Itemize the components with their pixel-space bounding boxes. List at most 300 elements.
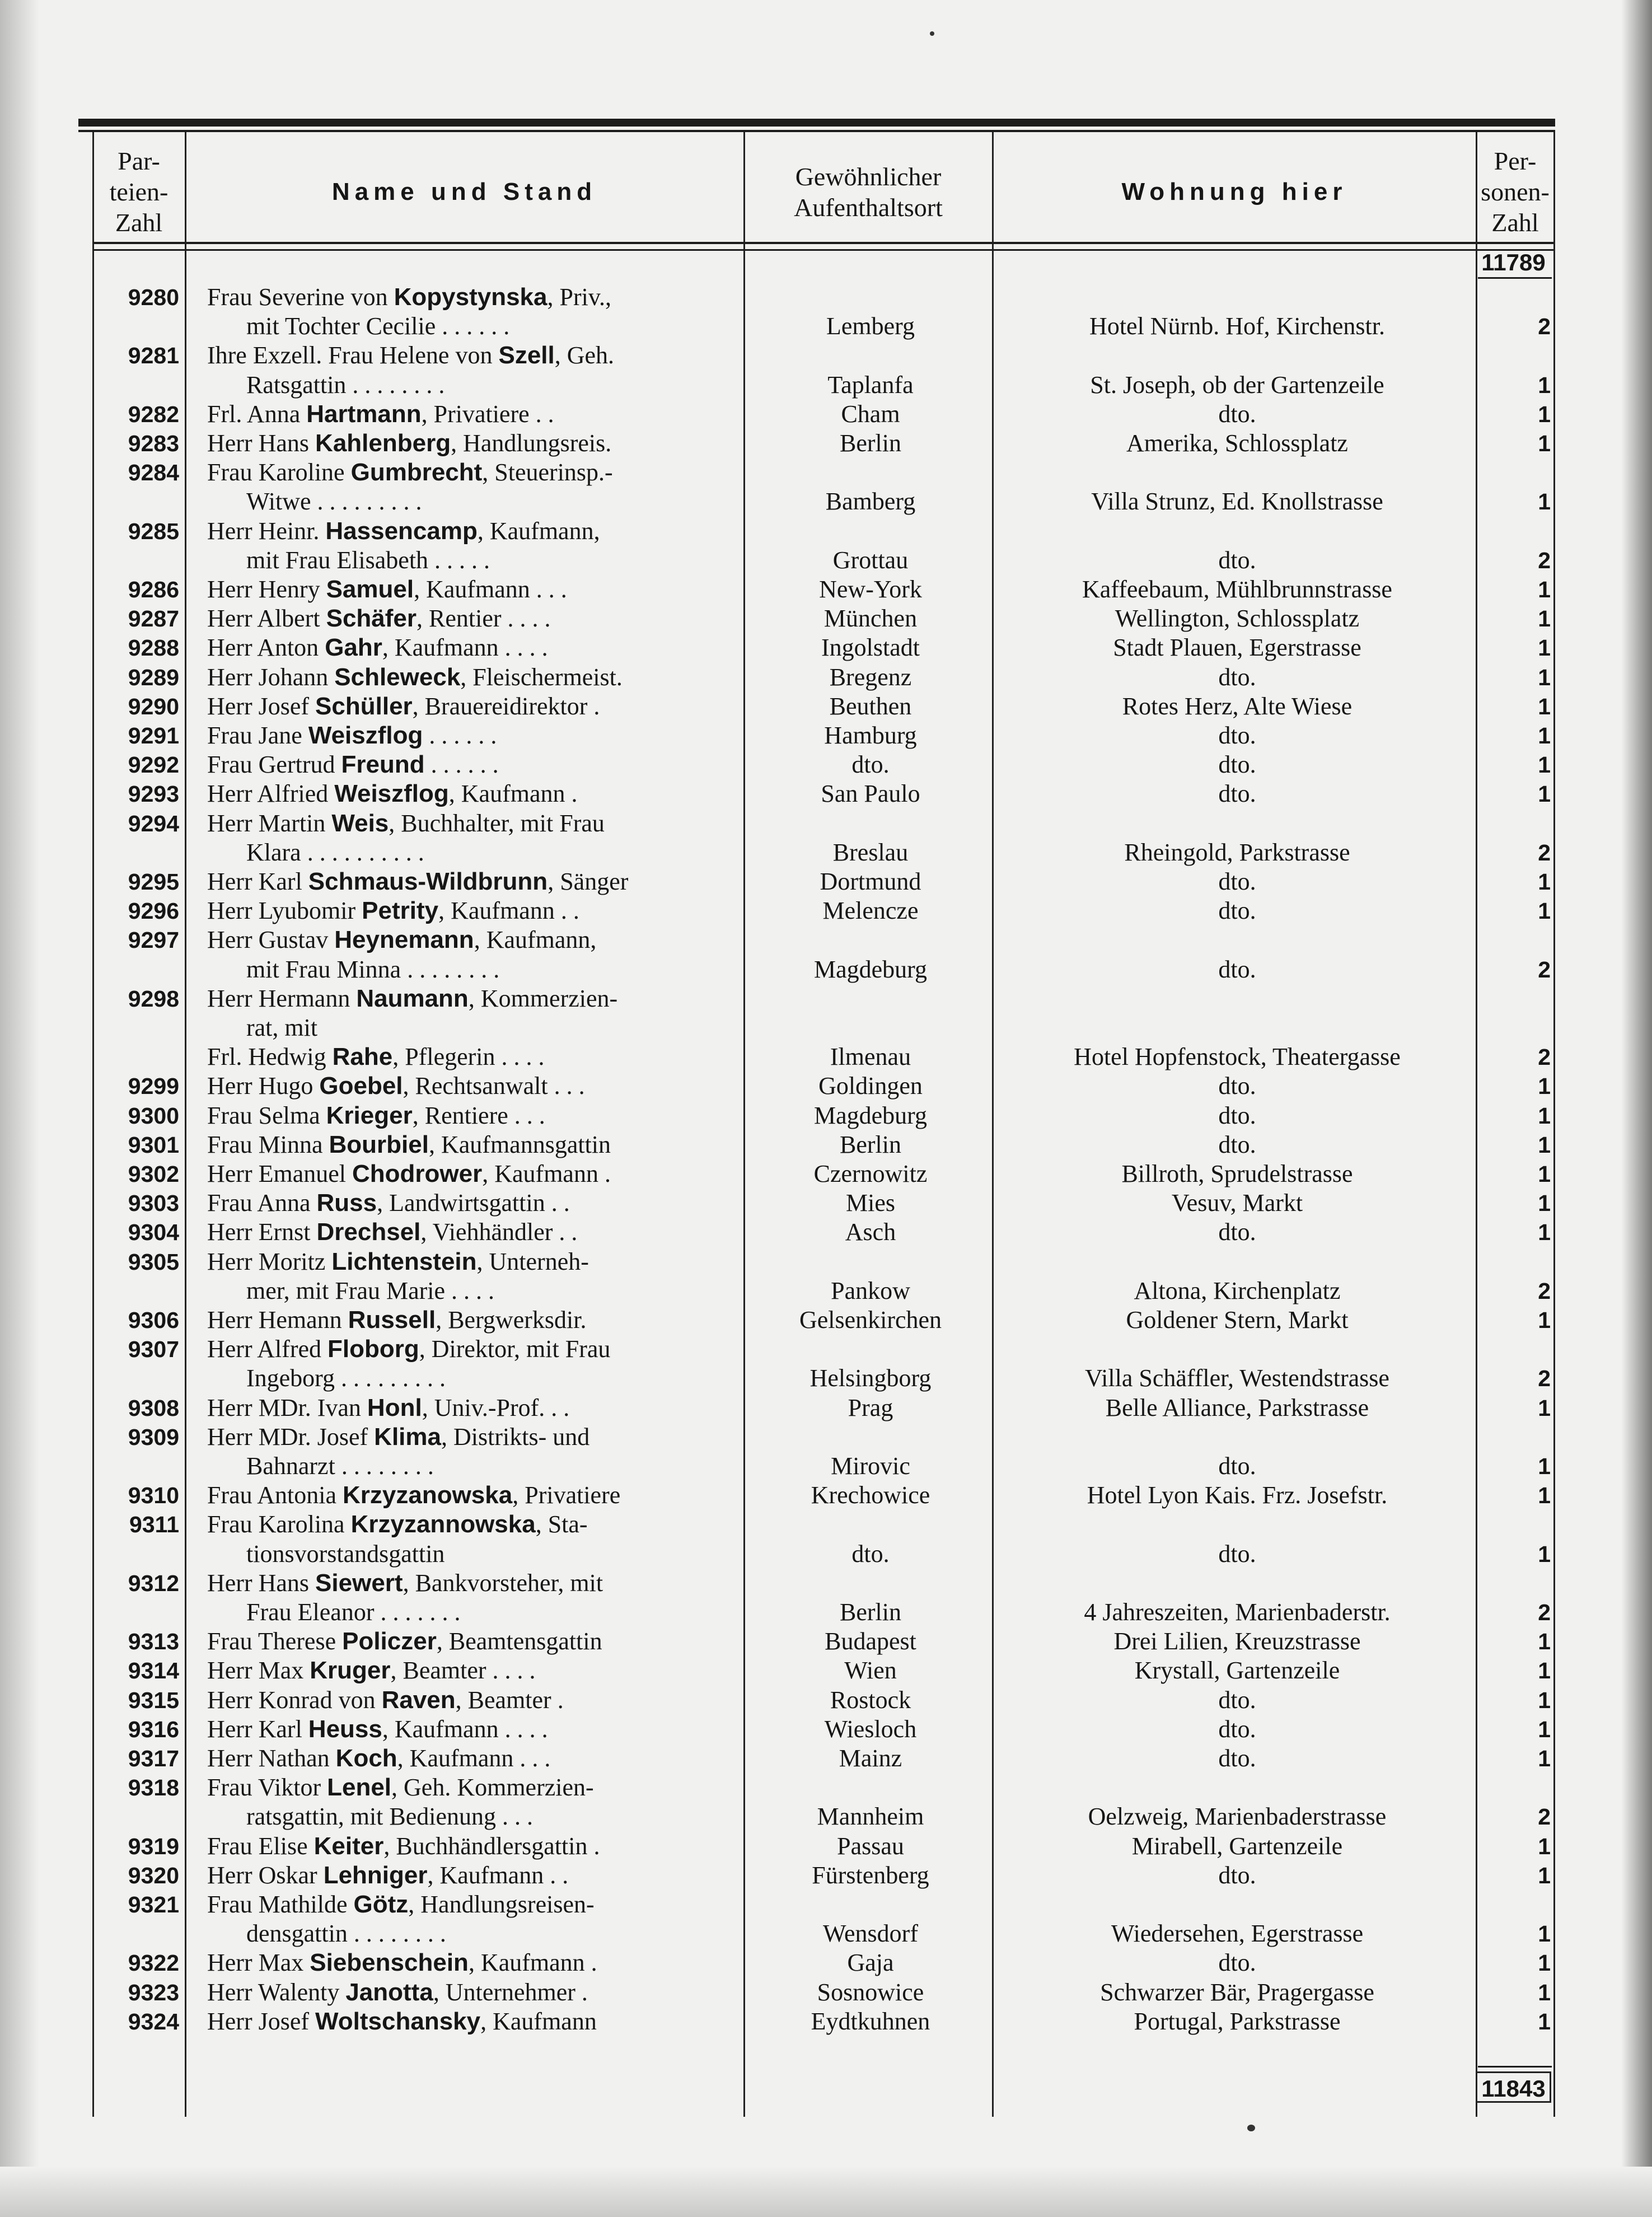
name-continuation: Witwe . . . . . . . . . <box>246 488 422 516</box>
table-row <box>0 1890 1652 1919</box>
table-row <box>0 1101 1652 1130</box>
name-and-status <box>207 984 739 1013</box>
companion-suffix: , Pflegerin . . . . <box>392 1043 545 1071</box>
usual-residence: San Paulo <box>821 780 920 808</box>
name-suffix: , Kaufmannsgattin <box>428 1130 611 1158</box>
party-number: 9281 <box>128 343 179 369</box>
name-and-status <box>207 1832 739 1861</box>
local-address: Altona, Kirchenplatz <box>1134 1276 1341 1304</box>
party-number: 9315 <box>128 1687 179 1713</box>
name-suffix: , Kaufmann, <box>474 926 597 954</box>
persons-count: 1 <box>1538 1161 1551 1187</box>
surname: Schleweck <box>334 663 461 691</box>
name-suffix: , Buchhalter, mit Frau <box>389 809 605 837</box>
local-address: dto. <box>1218 780 1256 808</box>
table-row <box>0 1832 1652 1861</box>
party-number: 9321 <box>128 1892 179 1917</box>
usual-residence: Gaja <box>847 1949 894 1977</box>
party-number: 9290 <box>128 693 179 719</box>
table-row <box>0 1393 1652 1423</box>
name-and-status <box>207 809 739 838</box>
local-address: dto. <box>1218 1744 1256 1772</box>
surname: Schmaus-Wildbrunn <box>308 868 548 895</box>
companion-prefix: Frl. Hedwig <box>207 1043 333 1071</box>
local-address: dto. <box>1218 1130 1256 1158</box>
surname: Weis <box>331 809 389 837</box>
name-prefix: Herr Martin <box>207 809 332 837</box>
party-number: 9295 <box>128 869 179 895</box>
header-party-number <box>94 143 184 241</box>
usual-residence: Gelsenkirchen <box>799 1306 942 1334</box>
name-and-status <box>207 1130 739 1159</box>
name-prefix: Frau Karolina <box>207 1510 351 1538</box>
party-number: 9307 <box>128 1336 179 1363</box>
name-prefix: Frau Antonia <box>207 1481 343 1509</box>
table-row <box>0 809 1652 838</box>
name-continuation: mit Tochter Cecilie . . . . . . <box>246 312 510 340</box>
name-suffix: , Kommerzien- <box>468 984 618 1012</box>
persons-count: 1 <box>1538 664 1551 690</box>
persons-count: 1 <box>1538 577 1551 602</box>
table-row <box>0 1159 1652 1189</box>
table-row <box>0 1218 1652 1247</box>
usual-residence: Sosnowice <box>817 1978 924 2006</box>
name-prefix: Herr Henry <box>207 576 326 603</box>
name-continuation: Ratsgattin . . . . . . . . <box>246 371 445 399</box>
name-prefix: Herr Anton <box>207 634 325 662</box>
name-and-status <box>207 1247 739 1276</box>
persons-count: 1 <box>1538 1716 1551 1742</box>
persons-count: 2 <box>1538 1044 1551 1070</box>
usual-residence: Helsingborg <box>809 1364 932 1392</box>
table-row <box>0 1306 1652 1335</box>
name-suffix: , Kaufmann . . . . <box>382 634 548 662</box>
party-number: 9324 <box>128 2008 179 2034</box>
table-row <box>0 1978 1652 2007</box>
persons-count: 2 <box>1538 314 1551 340</box>
carried-forward-underline <box>1478 277 1552 279</box>
name-prefix: Herr Moritz <box>207 1247 332 1275</box>
local-address: Rheingold, Parkstrasse <box>1124 838 1350 866</box>
name-prefix: Herr Albert <box>207 605 326 633</box>
surname: Samuel <box>326 576 414 603</box>
party-number: 9322 <box>128 1950 179 1976</box>
party-number: 9298 <box>128 985 179 1012</box>
surname: Woltschansky <box>315 2007 481 2035</box>
ink-speck <box>1247 2125 1255 2131</box>
name-and-status <box>207 779 739 808</box>
name-suffix: , Sänger <box>547 868 629 895</box>
name-and-status <box>207 1773 739 1802</box>
surname: Klima <box>374 1423 441 1451</box>
name-suffix: , Steuerinsp.- <box>482 459 613 487</box>
table-row-continuation <box>0 1919 1652 1948</box>
name-and-status <box>207 1159 739 1189</box>
name-prefix: Herr Emanuel <box>207 1160 352 1187</box>
local-address: Wiedersehen, Egerstrasse <box>1111 1920 1364 1948</box>
usual-residence: dto. <box>851 1540 890 1568</box>
local-address: Oelzweig, Marienbaderstrasse <box>1088 1803 1387 1831</box>
table-row <box>0 779 1652 808</box>
usual-residence: Ingolstadt <box>821 634 920 662</box>
usual-residence: Passau <box>837 1832 904 1860</box>
surname: Gahr <box>325 634 382 662</box>
usual-residence: Berlin <box>840 429 901 457</box>
name-and-status <box>207 1861 739 1890</box>
persons-count: 1 <box>1538 1190 1551 1217</box>
party-number: 9293 <box>128 781 179 807</box>
name-suffix: , Bankvorsteher, mit <box>403 1569 603 1597</box>
party-number: 9283 <box>128 431 179 456</box>
local-address: Hotel Hopfenstock, Theatergasse <box>1074 1043 1401 1071</box>
surname: Heuss <box>308 1715 382 1743</box>
header-persons-line1: Per- <box>1494 147 1537 175</box>
surname: Hartmann <box>306 400 422 428</box>
persons-count: 1 <box>1538 606 1551 632</box>
party-number: 9317 <box>128 1746 179 1771</box>
local-address: Krystall, Gartenzeile <box>1134 1657 1340 1685</box>
table-row <box>0 692 1652 721</box>
surname: Petrity <box>362 897 439 925</box>
name-prefix: Frau Selma <box>207 1101 326 1129</box>
persons-count: 2 <box>1538 956 1551 983</box>
local-address: Wellington, Schlossplatz <box>1115 605 1360 633</box>
name-suffix: , Univ.-Prof. . . <box>422 1393 570 1421</box>
table-row <box>0 517 1652 546</box>
table-row-continuation <box>0 1013 1652 1042</box>
header-persons-line3: Zahl <box>1491 208 1539 237</box>
name-continuation: mit Frau Elisabeth . . . . . <box>246 546 490 574</box>
persons-count: 2 <box>1538 839 1551 866</box>
usual-residence: Hamburg <box>824 722 917 749</box>
name-continuation: Bahnarzt . . . . . . . . <box>246 1452 434 1480</box>
name-prefix: Herr Hans <box>207 1569 316 1597</box>
party-number: 9320 <box>128 1862 179 1888</box>
persons-count: 2 <box>1538 1278 1551 1304</box>
usual-residence: Prag <box>848 1393 893 1421</box>
name-prefix: Herr Karl <box>207 868 308 895</box>
name-continuation: mer, mit Frau Marie . . . . <box>246 1276 495 1304</box>
local-address: 4 Jahreszeiten, Marienbaderstr. <box>1084 1598 1391 1626</box>
name-suffix: , Fleischermeist. <box>460 663 623 691</box>
name-and-status <box>207 2007 739 2036</box>
name-prefix: Frau Anna <box>207 1189 317 1217</box>
name-and-status <box>207 1218 739 1247</box>
table-row <box>0 1130 1652 1159</box>
party-number: 9296 <box>128 898 179 924</box>
name-prefix: Herr Hans <box>207 429 316 457</box>
persons-count: 1 <box>1538 1629 1551 1655</box>
usual-residence: Asch <box>845 1218 896 1246</box>
persons-count: 2 <box>1538 547 1551 573</box>
name-continuation: tionsvorstandsgattin <box>246 1540 445 1568</box>
local-address: Kaffeebaum, Mühlbrunnstrasse <box>1082 576 1392 603</box>
name-prefix: Herr Oskar <box>207 1861 324 1889</box>
usual-residence: Magdeburg <box>813 955 928 983</box>
usual-residence: Czernowitz <box>813 1160 928 1187</box>
surname: Weiszflog <box>308 722 423 749</box>
persons-count: 2 <box>1538 1804 1551 1830</box>
name-suffix: . . . . . . <box>424 751 499 779</box>
party-number: 9308 <box>128 1395 179 1421</box>
usual-residence: Mainz <box>839 1744 902 1772</box>
persons-count: 1 <box>1538 401 1551 427</box>
surname: Lichtenstein <box>331 1247 477 1275</box>
table-row <box>0 429 1652 458</box>
name-suffix: , Beamter . . . . <box>390 1657 536 1685</box>
name-and-status <box>207 575 739 604</box>
party-number: 9323 <box>128 1979 179 2005</box>
name-prefix: Frau Therese <box>207 1627 343 1655</box>
table-row <box>0 1510 1652 1539</box>
usual-residence: München <box>823 605 918 633</box>
header-party-number-line3: Zahl <box>115 208 163 237</box>
persons-count: 1 <box>1538 372 1551 398</box>
name-prefix: Herr Max <box>207 1949 310 1977</box>
persons-count: 1 <box>1538 635 1551 661</box>
name-and-status <box>207 1890 739 1919</box>
name-and-status <box>207 721 739 750</box>
party-number: 9303 <box>128 1190 179 1217</box>
name-continuation: Ingeborg . . . . . . . . . <box>246 1364 446 1392</box>
persons-count: 1 <box>1538 781 1551 807</box>
header-local-address: Wohnung hier <box>1121 178 1347 205</box>
sum-rule <box>1478 2066 1552 2068</box>
persons-count: 1 <box>1538 1307 1551 1333</box>
name-prefix: Herr MDr. Josef <box>207 1423 375 1451</box>
name-suffix: , Beamtensgattin <box>436 1627 602 1655</box>
table-row <box>0 1481 1652 1510</box>
name-prefix: Frau Elise <box>207 1832 314 1860</box>
surname: Krzyzannowska <box>350 1510 536 1538</box>
name-suffix: , Rechtsanwalt . . . <box>403 1072 585 1100</box>
local-address: dto. <box>1218 751 1256 779</box>
name-prefix: Herr Johann <box>207 663 335 691</box>
name-prefix: Herr Lyubomir <box>207 897 362 925</box>
persons-count: 1 <box>1538 1102 1551 1129</box>
name-suffix: , Beamter . <box>455 1686 564 1714</box>
name-continuation: Frau Eleanor . . . . . . . <box>246 1598 461 1626</box>
local-address: Belle Alliance, Parkstrasse <box>1105 1393 1369 1421</box>
header-bottom-rule <box>92 242 1555 244</box>
party-number: 9311 <box>129 1512 179 1538</box>
party-number: 9305 <box>128 1248 179 1275</box>
table-row <box>0 1627 1652 1656</box>
surname: Heynemann <box>334 926 474 954</box>
usual-residence: New-York <box>819 576 922 603</box>
name-suffix: , Kaufmann . . <box>438 897 579 925</box>
name-and-status <box>207 604 739 633</box>
surname: Götz <box>353 1891 409 1918</box>
name-suffix: , Privatiere . . <box>421 400 554 428</box>
table-row-continuation <box>0 546 1652 575</box>
name-and-status <box>207 1072 739 1101</box>
party-number: 9291 <box>128 723 179 749</box>
name-suffix: , Direktor, mit Frau <box>419 1335 611 1363</box>
surname: Koch <box>335 1744 397 1772</box>
table-row <box>0 604 1652 633</box>
name-prefix: Frau Severine von <box>207 283 394 311</box>
table-row <box>0 341 1652 370</box>
name-and-status <box>207 1481 739 1510</box>
table-row <box>0 1423 1652 1452</box>
party-number: 9316 <box>128 1716 179 1742</box>
name-suffix: , Unterneh- <box>476 1247 589 1275</box>
usual-residence: Wien <box>844 1657 897 1685</box>
persons-count: 1 <box>1538 1482 1551 1509</box>
usual-residence: Cham <box>841 400 900 428</box>
local-address: Stadt Plauen, Egerstrasse <box>1113 634 1361 662</box>
name-and-status <box>207 1569 739 1598</box>
surname: Russell <box>348 1306 436 1334</box>
persons-count: 1 <box>1538 1862 1551 1888</box>
table-row <box>0 750 1652 779</box>
scan-edge-bottom <box>0 2167 1652 2217</box>
table-row <box>0 1861 1652 1890</box>
party-number: 9289 <box>128 664 179 690</box>
carried-forward-total: 11789 <box>1481 249 1546 275</box>
name-and-status <box>207 1744 739 1773</box>
surname: Drechsel <box>316 1218 421 1246</box>
persons-count: 1 <box>1538 1541 1551 1567</box>
party-number: 9302 <box>128 1161 179 1187</box>
name-prefix: Herr Heinr. <box>207 517 326 545</box>
local-address: dto. <box>1218 897 1256 925</box>
party-number: 9310 <box>128 1482 179 1509</box>
name-prefix: Herr Max <box>207 1657 310 1685</box>
local-address: Goldener Stern, Markt <box>1126 1306 1349 1334</box>
usual-residence: Goldingen <box>818 1072 923 1100</box>
name-prefix: Herr Gustav <box>207 926 335 954</box>
table-row-continuation <box>0 838 1652 867</box>
name-and-status <box>207 458 739 487</box>
name-and-status <box>207 400 739 429</box>
table-row <box>0 1189 1652 1218</box>
usual-residence: Krechowice <box>811 1481 930 1509</box>
name-and-status <box>207 925 739 955</box>
companion-name <box>207 1042 739 1072</box>
companion-surname: Rahe <box>332 1043 393 1071</box>
name-prefix: Frau Mathilde <box>207 1891 354 1918</box>
name-prefix: Frl. Anna <box>207 400 307 428</box>
name-suffix: , Kaufmann . <box>482 1160 611 1187</box>
name-prefix: Herr Josef <box>207 692 316 720</box>
party-number: 9313 <box>128 1629 179 1655</box>
name-suffix: , Bergwerksdir. <box>436 1306 587 1334</box>
local-address: Portugal, Parkstrasse <box>1134 2007 1341 2035</box>
name-suffix: , Privatiere <box>512 1481 621 1509</box>
local-address: dto. <box>1218 400 1256 428</box>
name-suffix: , Handlungsreisen- <box>408 1891 595 1918</box>
persons-count: 1 <box>1538 898 1551 924</box>
table-row <box>0 1686 1652 1715</box>
table-row <box>0 400 1652 429</box>
surname: Krieger <box>326 1101 413 1129</box>
persons-count: 1 <box>1538 1219 1551 1246</box>
header-usual-residence-line1: Gewöhnlicher <box>795 162 942 191</box>
persons-count: 1 <box>1538 1395 1551 1421</box>
party-number: 9314 <box>128 1658 179 1684</box>
name-and-status <box>207 429 739 458</box>
surname: Floborg <box>327 1335 419 1363</box>
usual-residence: Berlin <box>840 1598 901 1626</box>
header-party-number-line1: Par- <box>118 147 160 175</box>
local-address: dto. <box>1218 663 1256 691</box>
party-number: 9284 <box>128 460 179 486</box>
table-row-continuation <box>0 1802 1652 1831</box>
table-row <box>0 896 1652 925</box>
local-address: dto. <box>1218 1686 1256 1714</box>
name-and-status <box>207 1656 739 1685</box>
table-row-continuation <box>0 487 1652 516</box>
table-row <box>0 1247 1652 1276</box>
usual-residence: Mies <box>846 1189 895 1217</box>
name-continuation: mit Frau Minna . . . . . . . . <box>246 955 500 983</box>
name-suffix: , Kaufmann . . . <box>397 1744 551 1772</box>
name-suffix: , Kaufmann . <box>468 1949 597 1977</box>
name-and-status <box>207 692 739 721</box>
local-address: Billroth, Sprudelstrasse <box>1121 1160 1353 1187</box>
top-rule-thick <box>78 119 1555 127</box>
usual-residence: Lemberg <box>826 312 915 340</box>
party-number: 9286 <box>128 577 179 602</box>
name-prefix: Herr Nathan <box>207 1744 336 1772</box>
name-suffix: , Kaufmann . . <box>427 1861 569 1889</box>
table-row <box>0 1773 1652 1802</box>
surname: Weiszflog <box>334 780 449 808</box>
surname: Kahlenberg <box>315 429 451 457</box>
name-and-status <box>207 1510 739 1539</box>
name-suffix: , Handlungsreis. <box>451 429 612 457</box>
name-suffix: , Sta- <box>535 1510 588 1538</box>
table-row-continuation <box>0 312 1652 341</box>
local-address: dto. <box>1218 1540 1256 1568</box>
name-suffix: , Viehhändler . . <box>420 1218 578 1246</box>
usual-residence: Breslau <box>832 838 909 866</box>
name-suffix: , Distrikts- und <box>441 1423 590 1451</box>
local-address: Hotel Nürnb. Hof, Kirchenstr. <box>1089 312 1385 340</box>
local-address: dto. <box>1218 1715 1256 1743</box>
name-prefix: Herr Hugo <box>207 1072 320 1100</box>
usual-residence: Budapest <box>825 1627 916 1655</box>
usual-residence: Eydtkuhnen <box>811 2007 930 2035</box>
local-address: Drei Lilien, Kreuzstrasse <box>1113 1627 1361 1655</box>
name-suffix: , Brauereidirektor . <box>412 692 600 720</box>
table-row <box>0 575 1652 604</box>
name-and-status <box>207 517 739 546</box>
usual-residence: Magdeburg <box>813 1101 928 1129</box>
table-row-continuation <box>0 955 1652 984</box>
persons-count: 1 <box>1538 1950 1551 1976</box>
surname: Krzyzanowska <box>342 1481 513 1509</box>
persons-count: 1 <box>1538 723 1551 749</box>
surname: Szell <box>498 342 555 370</box>
name-prefix: Ihre Exzell. Frau Helene von <box>207 342 499 370</box>
table-row-continuation <box>0 1540 1652 1569</box>
name-and-status <box>207 1101 739 1130</box>
usual-residence: Beuthen <box>829 692 912 720</box>
name-prefix: Frau Karoline <box>207 459 351 487</box>
usual-residence: Bregenz <box>829 663 912 691</box>
surname: Chodrower <box>352 1160 483 1187</box>
sum-total: 11843 <box>1476 2071 1551 2103</box>
name-and-status <box>207 1627 739 1656</box>
name-and-status <box>207 1978 739 2007</box>
table-row-continuation <box>0 371 1652 400</box>
usual-residence: Mirovic <box>831 1452 910 1480</box>
name-prefix: Herr MDr. Ivan <box>207 1393 367 1421</box>
local-address: Amerika, Schlossplatz <box>1126 429 1348 457</box>
